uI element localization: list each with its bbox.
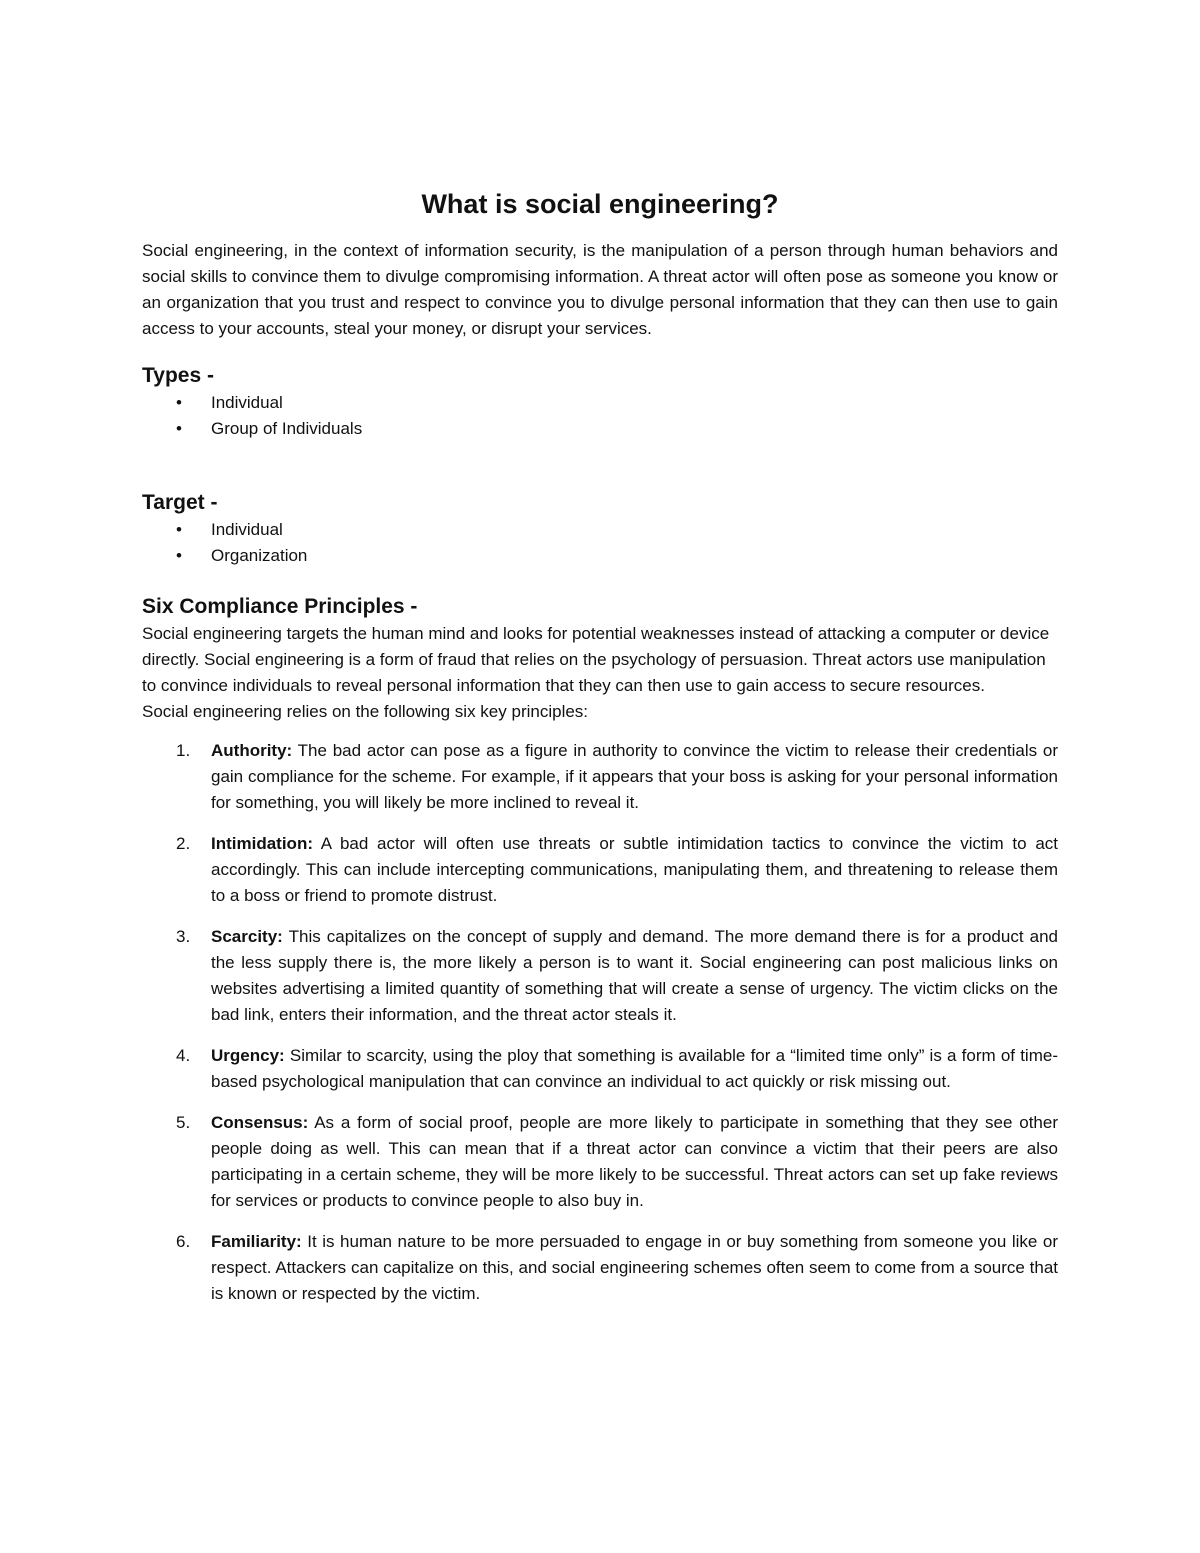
target-list bbox=[142, 517, 1058, 569]
principle-term: Authority: bbox=[211, 741, 293, 760]
principles-intro-paragraph: Social engineering targets the human mind and looks for potential weaknesses instead of attacking a computer or device directly. Social engineering is a form of fraud that relies on the psychology of persuasion. Threat actors use manipulation to convince individuals to reveal personal information that they can then use to gain access to secure resources. bbox=[142, 624, 1050, 695]
principle-item-intimidation bbox=[142, 831, 1058, 909]
principle-term: Intimidation: bbox=[211, 834, 313, 853]
list-item-text: Organization bbox=[211, 546, 308, 565]
list-number: 4. bbox=[176, 1046, 191, 1065]
principle-text: Similar to scarcity, using the ploy that something is available for a “limited time only” is a form of time-based psychological manipulation that can convince an individual to act quickly or risk missing out. bbox=[211, 1046, 1058, 1091]
list-item bbox=[142, 517, 1058, 543]
principle-text: The bad actor can pose as a figure in authority to convince the victim to release their credentials or gain compliance for the scheme. For example, if it appears that your boss is asking for your personal information for something, you will likely be more inclined to reveal it. bbox=[211, 741, 1058, 812]
list-number: 2. bbox=[176, 834, 191, 853]
principle-text: It is human nature to be more persuaded to engage in or buy something from someone you like or respect. Attackers can capitalize on this, and social engineering schemes often seem to come from a source that is known or respected by the victim. bbox=[211, 1232, 1058, 1303]
principle-item-scarcity bbox=[142, 924, 1058, 1028]
principle-text: As a form of social proof, people are more likely to participate in something that they see other people doing as well. This can mean that if a threat actor can convince a victim that their peers are also participating in a certain scheme, they will be more likely to be successful. Threat actors can set up fake reviews for services or products to convince people to also buy in. bbox=[211, 1113, 1058, 1210]
principle-item-consensus bbox=[142, 1110, 1058, 1214]
principle-text: This capitalizes on the concept of supply and demand. The more demand there is for a product and the less supply there is, the more likely a person is to want it. Social engineering can post malicious links on websites advertising a limited quantity of something that will create a sense of urgency. The victim clicks on the bad link, enters their information, and the threat actor steals it. bbox=[211, 927, 1058, 1024]
list-number: 3. bbox=[176, 927, 191, 946]
page-title: What is social engineering? bbox=[421, 189, 779, 219]
list-item-text: Individual bbox=[211, 393, 283, 412]
intro-paragraph: Social engineering, in the context of information security, is the manipulation of a person through human behaviors and social skills to convince them to divulge compromising information. A threat actor will often pose as someone you know or an organization that you trust and respect to convince you to divulge personal information that they can then use to gain access to your accounts, steal your money, or disrupt your services. bbox=[142, 241, 1058, 338]
principles-lead-paragraph: Social engineering relies on the following six key principles: bbox=[142, 702, 589, 721]
principle-term: Scarcity: bbox=[211, 927, 283, 946]
list-item bbox=[142, 543, 1058, 569]
types-heading: Types - bbox=[142, 364, 214, 387]
bullet-icon: • bbox=[176, 520, 182, 539]
document-page bbox=[142, 186, 1058, 1322]
principle-term: Consensus: bbox=[211, 1113, 309, 1132]
principle-text: A bad actor will often use threats or subtle intimidation tactics to convince the victim to act accordingly. This can include intercepting communications, manipulating them, and threatening to release them to a boss or friend to promote distrust. bbox=[211, 834, 1058, 905]
list-item bbox=[142, 390, 1058, 416]
list-item-text: Group of Individuals bbox=[211, 419, 363, 438]
list-item bbox=[142, 416, 1058, 442]
principle-term: Familiarity: bbox=[211, 1232, 302, 1251]
bullet-icon: • bbox=[176, 393, 182, 412]
principle-term: Urgency: bbox=[211, 1046, 285, 1065]
principle-item-authority bbox=[142, 738, 1058, 816]
list-number: 6. bbox=[176, 1232, 191, 1251]
types-list bbox=[142, 390, 1058, 442]
target-heading: Target - bbox=[142, 491, 218, 514]
principles-list bbox=[142, 738, 1058, 1307]
principle-item-urgency bbox=[142, 1043, 1058, 1095]
bullet-icon: • bbox=[176, 546, 182, 565]
list-number: 1. bbox=[176, 741, 191, 760]
bullet-icon: • bbox=[176, 419, 182, 438]
principle-item-familiarity bbox=[142, 1229, 1058, 1307]
principles-heading: Six Compliance Principles - bbox=[142, 595, 418, 618]
list-item-text: Individual bbox=[211, 520, 283, 539]
list-number: 5. bbox=[176, 1113, 191, 1132]
